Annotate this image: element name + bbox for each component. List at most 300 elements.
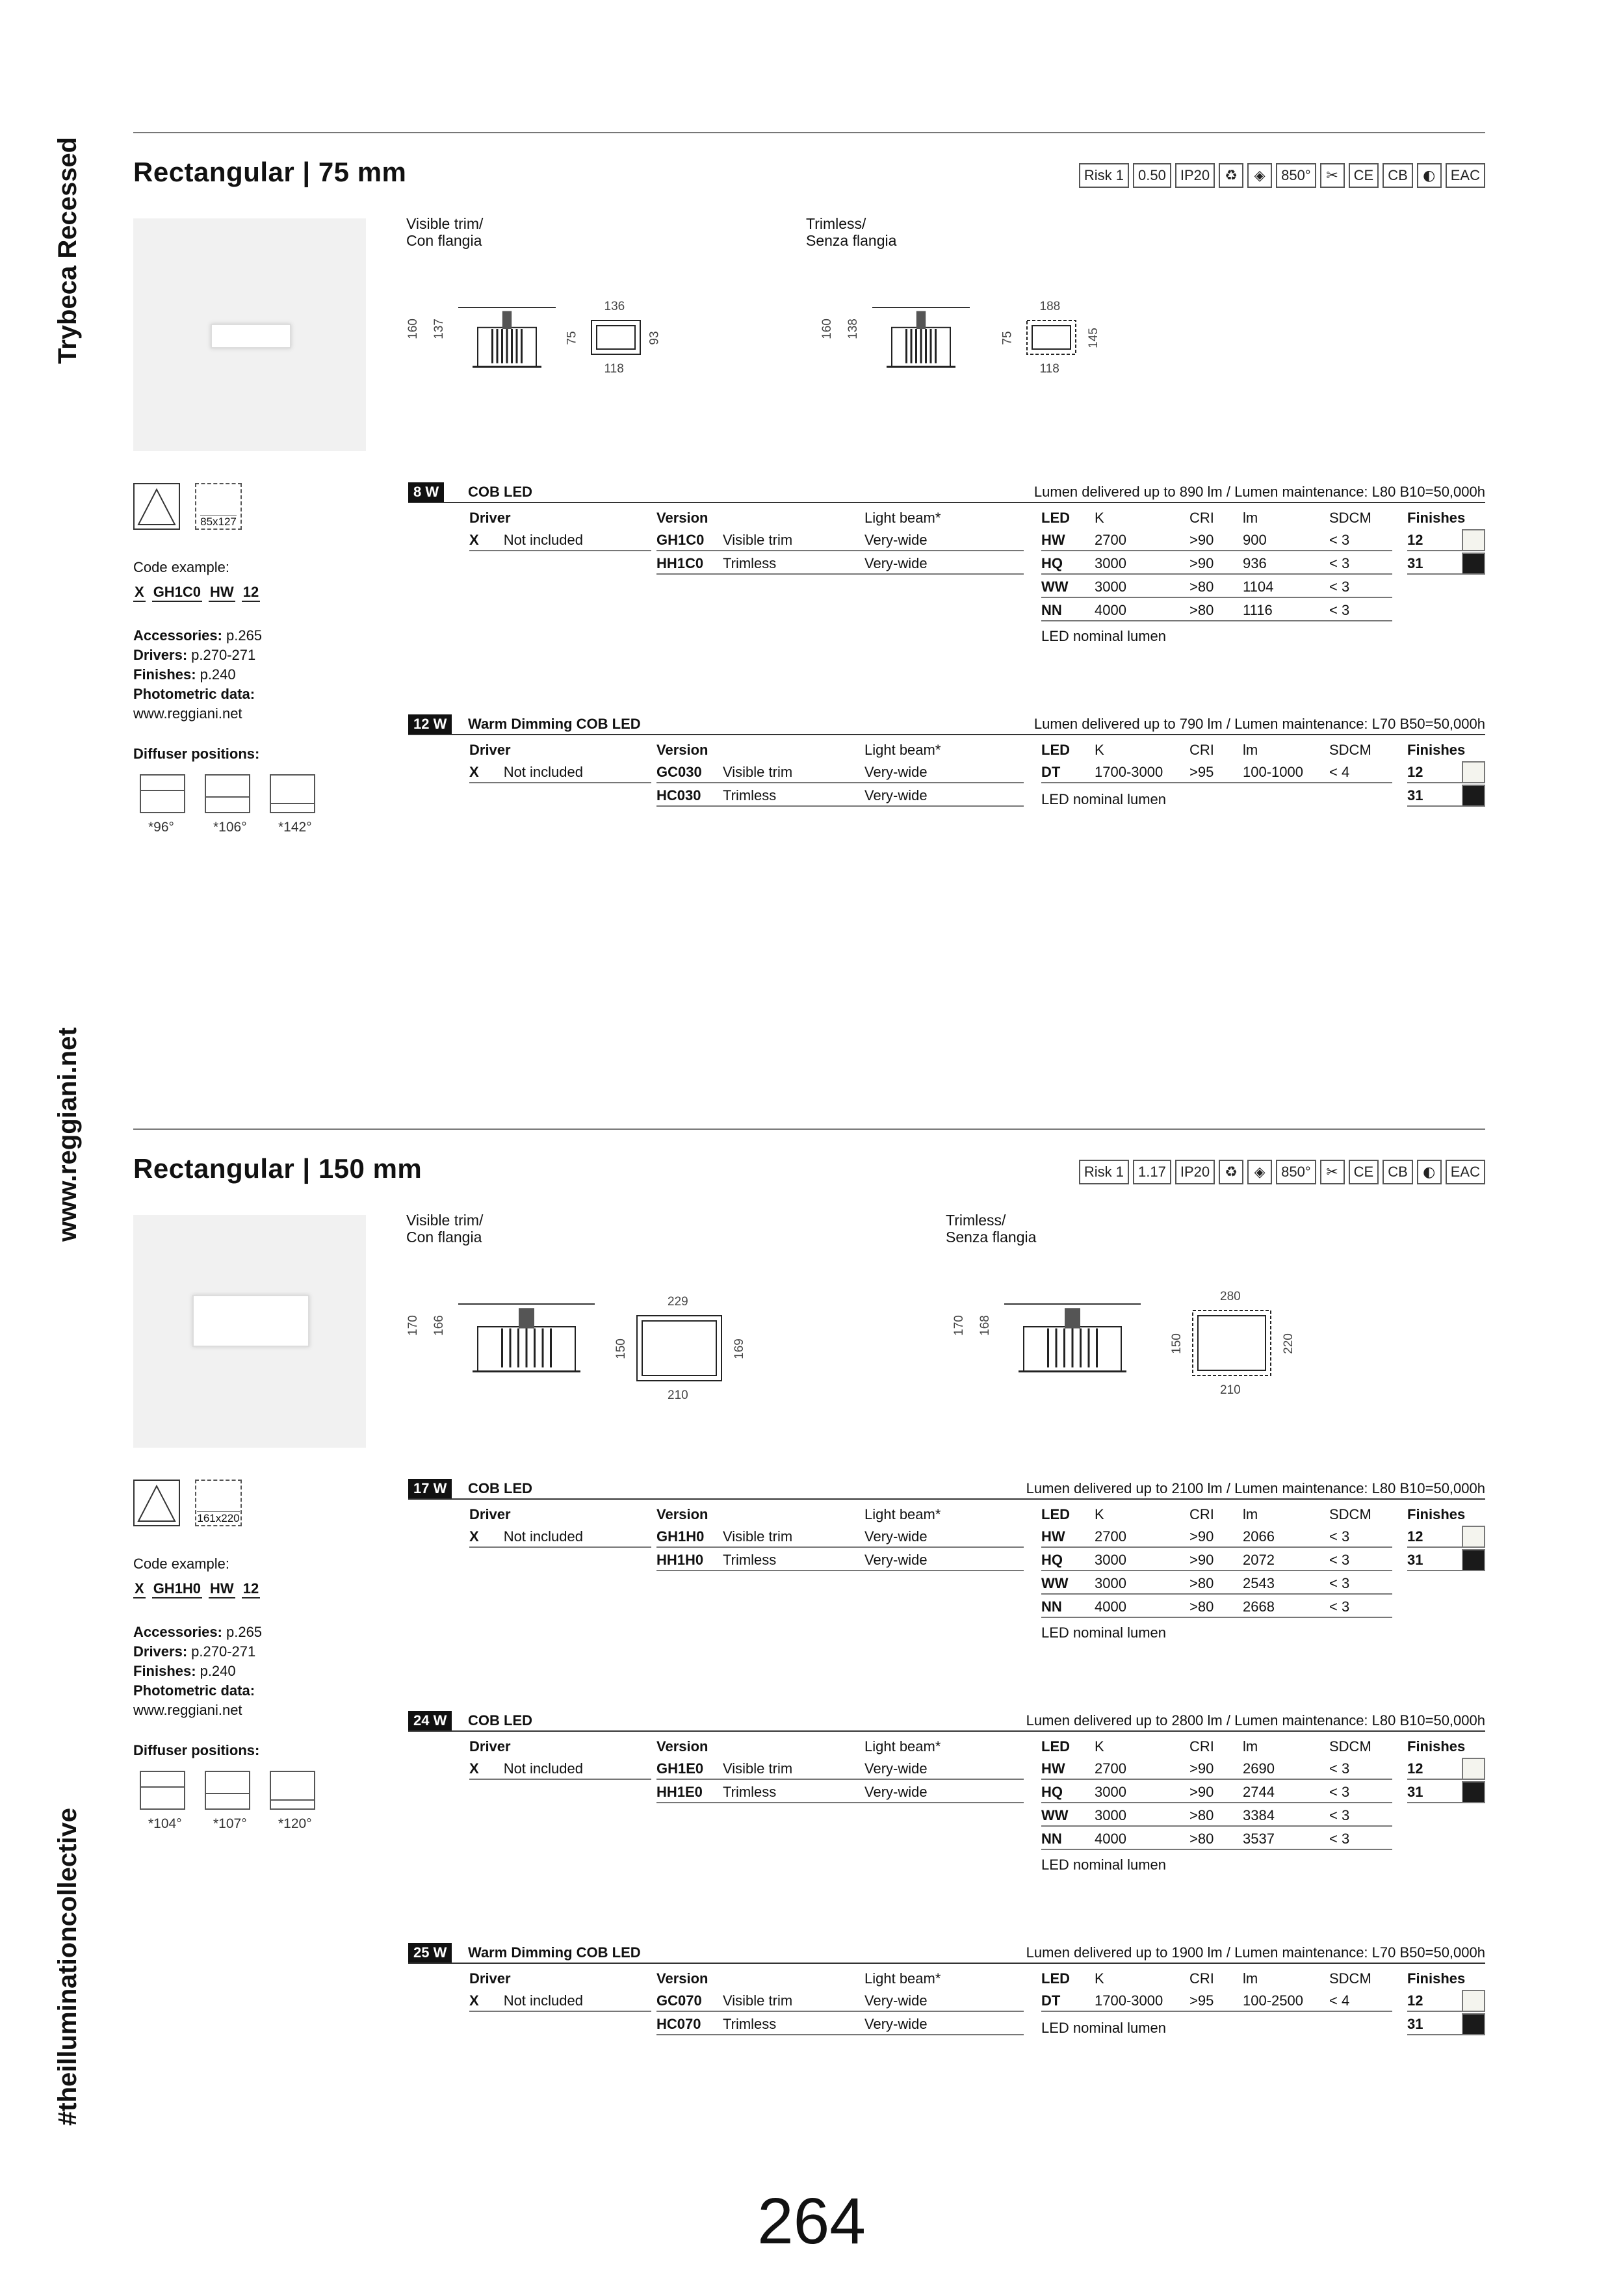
- no-insulation-icon: ✂: [1320, 1160, 1345, 1184]
- led-lm: 1104: [1243, 579, 1274, 595]
- diffuser-line: [271, 803, 314, 804]
- finishes-ref-page: p.240: [200, 1663, 236, 1679]
- version-desc: Trimless: [723, 787, 777, 803]
- col-header-finishes: Finishes: [1407, 1738, 1466, 1755]
- visible-dim-height-right: 169: [732, 1338, 746, 1359]
- product-block-header: [408, 1479, 1485, 1500]
- led-row: [1041, 1781, 1392, 1803]
- finishes-ref-label: Finishes:: [133, 1663, 196, 1679]
- col-header-cri: CRI: [1189, 1738, 1214, 1755]
- eac-mark-icon: EAC: [1446, 163, 1485, 188]
- led-row: [1041, 1596, 1392, 1618]
- visible-dim-height-right: 93: [647, 331, 662, 345]
- led-row: [1041, 599, 1392, 621]
- led-lm: 2543: [1243, 1575, 1275, 1591]
- led-led: WW: [1041, 1807, 1069, 1823]
- visible-trim-label: Visible trim/ Con flangia: [406, 215, 484, 249]
- product-block-title: Warm Dimming COB LED: [468, 716, 641, 732]
- finish-swatch: [1462, 2013, 1485, 2035]
- col-header-led: LED: [1041, 1506, 1070, 1522]
- led-cri: >80: [1189, 1831, 1214, 1847]
- version-row: [656, 785, 1024, 807]
- trimless-dim-height-right: 145: [1086, 328, 1100, 348]
- cutout-dimensions-icon: [195, 1480, 242, 1526]
- version-row: [656, 761, 1024, 783]
- code-example-part: GH1H0: [152, 1580, 202, 1598]
- product-block-title: COB LED: [468, 1480, 532, 1496]
- code-example-part: X: [133, 1580, 146, 1598]
- trimless-dim-height-right: 220: [1281, 1333, 1295, 1354]
- finish-row: [1407, 785, 1462, 807]
- col-header-finishes: Finishes: [1407, 510, 1466, 526]
- driver-desc: Not included: [503, 1992, 583, 2009]
- col-header-version: Version: [656, 510, 708, 526]
- col-header-led: LED: [1041, 742, 1070, 758]
- diffuser-line: [206, 796, 249, 798]
- col-header-driver: Driver: [469, 510, 511, 526]
- trimless-dim-width-bottom: 210: [1220, 1383, 1241, 1397]
- visible-dim-width-bottom: 210: [668, 1389, 688, 1402]
- version-desc: Visible trim: [723, 764, 793, 780]
- led-sdcm: < 4: [1329, 764, 1350, 780]
- version-code: HH1C0: [656, 555, 704, 571]
- led-lm: 900: [1243, 532, 1267, 548]
- col-header-lm: lm: [1243, 510, 1258, 526]
- col-header-sdcm: SDCM: [1329, 742, 1371, 758]
- col-header-finishes: Finishes: [1407, 1506, 1466, 1522]
- recycle-icon: ♻: [1219, 163, 1243, 188]
- col-header-lm: lm: [1243, 1506, 1258, 1522]
- technical-drawings: [0, 1278, 1623, 1447]
- wattage-badge: 17 W: [408, 1479, 452, 1498]
- col-header-version: Version: [656, 742, 708, 758]
- finishes-ref: [133, 1662, 236, 1681]
- driver-row: [469, 1526, 651, 1548]
- certification-badges: [1079, 1160, 1485, 1184]
- version-code: HH1H0: [656, 1552, 704, 1568]
- visible-dim-height-inner: 166: [432, 1315, 446, 1336]
- col-header-sdcm: SDCM: [1329, 1506, 1371, 1522]
- beam-triangle-icon: [133, 483, 180, 530]
- version-desc: Trimless: [723, 555, 777, 571]
- led-k: 3000: [1095, 579, 1126, 595]
- led-led: DT: [1041, 1992, 1061, 2009]
- technical-drawings: [0, 281, 1623, 450]
- led-nominal-note: LED nominal lumen: [1041, 628, 1166, 644]
- section-divider: [133, 132, 1485, 133]
- ce-mark-icon: CE: [1349, 163, 1379, 188]
- led-sdcm: < 3: [1329, 1760, 1350, 1777]
- col-header-led: LED: [1041, 1970, 1070, 1987]
- photometric-label: Photometric data:: [133, 1682, 255, 1699]
- led-sdcm: < 3: [1329, 1552, 1350, 1568]
- col-header-k: K: [1095, 510, 1104, 526]
- lumen-info: Lumen delivered up to 1900 lm / Lumen maintenance: L70 B50=50,000h: [1026, 1944, 1485, 1961]
- wattage-badge: 24 W: [408, 1711, 452, 1730]
- led-led: WW: [1041, 579, 1069, 595]
- finish-swatch: [1462, 761, 1485, 783]
- col-header-cri: CRI: [1189, 510, 1214, 526]
- led-cri: >90: [1189, 532, 1214, 548]
- finish-row: [1407, 1549, 1462, 1571]
- version-desc: Visible trim: [723, 1992, 793, 2009]
- led-k: 2700: [1095, 532, 1126, 548]
- version-code: HH1E0: [656, 1784, 703, 1800]
- diffuser-position-icon: [205, 774, 250, 813]
- version-beam: Very-wide: [864, 1992, 928, 2009]
- trimless-dim-height-left: 75: [1000, 331, 1015, 345]
- photometric-link[interactable]: www.reggiani.net: [133, 1702, 242, 1718]
- finishes-ref: [133, 665, 236, 685]
- led-lm: 2066: [1243, 1528, 1275, 1545]
- version-beam: Very-wide: [864, 764, 928, 780]
- col-header-lm: lm: [1243, 1738, 1258, 1755]
- col-header-version: Version: [656, 1506, 708, 1522]
- code-example-part: HW: [209, 1580, 235, 1598]
- version-row: [656, 1781, 1024, 1803]
- trimless-dim-height-inner: 138: [846, 319, 860, 339]
- led-cri: >90: [1189, 1528, 1214, 1545]
- finish-code: 12: [1407, 532, 1423, 548]
- version-code: GH1C0: [656, 532, 705, 548]
- lumen-info: Lumen delivered up to 790 lm / Lumen maintenance: L70 B50=50,000h: [1033, 716, 1485, 732]
- led-k: 3000: [1095, 1784, 1126, 1800]
- lumen-info: Lumen delivered up to 2100 lm / Lumen maintenance: L80 B10=50,000h: [1026, 1480, 1485, 1496]
- led-cri: >95: [1189, 764, 1214, 780]
- led-sdcm: < 3: [1329, 555, 1350, 571]
- led-k: 1700-3000: [1095, 764, 1163, 780]
- glow-wire-badge: 850°: [1276, 163, 1316, 188]
- col-header-sdcm: SDCM: [1329, 510, 1371, 526]
- weight-badge: 0.50: [1133, 163, 1171, 188]
- code-example-label: Code example:: [133, 1556, 229, 1572]
- led-lm: 1116: [1243, 602, 1273, 618]
- side-label-product: Trybeca Recessed: [53, 137, 82, 364]
- accessories-ref: [133, 1623, 262, 1642]
- finish-swatch: [1462, 1549, 1485, 1571]
- led-led: NN: [1041, 1831, 1062, 1847]
- weight-badge: 1.17: [1133, 1160, 1171, 1184]
- finish-row: [1407, 1758, 1462, 1780]
- wattage-badge: 12 W: [408, 714, 452, 734]
- accessories-ref-label: Accessories:: [133, 627, 222, 644]
- col-header-lm: lm: [1243, 1970, 1258, 1987]
- version-desc: Trimless: [723, 1784, 777, 1800]
- diffuser-angle: *104°: [148, 1816, 182, 1831]
- led-sdcm: < 3: [1329, 1784, 1350, 1800]
- drivers-ref-label: Drivers:: [133, 647, 188, 663]
- led-row: [1041, 1526, 1392, 1548]
- version-row: [656, 1990, 1024, 2012]
- led-led: HQ: [1041, 1552, 1063, 1568]
- diffuser-label: Diffuser positions:: [133, 746, 260, 762]
- led-lm: 100-1000: [1243, 764, 1303, 780]
- finish-swatch: [1462, 1526, 1485, 1548]
- version-row: [656, 1758, 1024, 1780]
- version-code: HC030: [656, 787, 701, 803]
- led-lm: 3537: [1243, 1831, 1275, 1847]
- col-header-sdcm: SDCM: [1329, 1738, 1371, 1755]
- finish-code: 12: [1407, 1992, 1423, 2009]
- version-row: [656, 553, 1024, 575]
- version-beam: Very-wide: [864, 2016, 928, 2032]
- finish-code: 31: [1407, 555, 1423, 571]
- trimless-dim-width-top: 188: [1039, 300, 1061, 313]
- finish-swatch: [1462, 529, 1485, 551]
- product-block-header: [408, 714, 1485, 735]
- version-desc: Visible trim: [723, 1528, 793, 1545]
- col-header-light_beam: Light beam*: [864, 1506, 941, 1522]
- led-led: DT: [1041, 764, 1061, 780]
- version-beam: Very-wide: [864, 1760, 928, 1777]
- col-header-k: K: [1095, 1738, 1104, 1755]
- led-cri: >95: [1189, 1992, 1214, 2009]
- finish-code: 12: [1407, 1760, 1423, 1777]
- col-header-version: Version: [656, 1970, 708, 1987]
- code-example-part: HW: [209, 584, 235, 602]
- col-header-sdcm: SDCM: [1329, 1970, 1371, 1987]
- version-code: HC070: [656, 2016, 701, 2032]
- led-row: [1041, 1758, 1392, 1780]
- led-k: 3000: [1095, 1552, 1126, 1568]
- ce-mark-icon: CE: [1349, 1160, 1379, 1184]
- driver-desc: Not included: [503, 1528, 583, 1545]
- led-lm: 3384: [1243, 1807, 1275, 1823]
- version-desc: Visible trim: [723, 532, 793, 548]
- finish-row: [1407, 529, 1462, 551]
- finish-code: 31: [1407, 2016, 1423, 2032]
- version-row: [656, 1526, 1024, 1548]
- diffuser-angle: *96°: [148, 820, 174, 835]
- led-row: [1041, 1990, 1392, 2012]
- version-beam: Very-wide: [864, 1528, 928, 1545]
- version-row: [656, 1549, 1024, 1571]
- trimless-label: Trimless/ Senza flangia: [946, 1212, 1037, 1246]
- finish-row: [1407, 1990, 1462, 2012]
- finish-row: [1407, 2013, 1462, 2035]
- diffuser-position-icon: [205, 1771, 250, 1810]
- version-beam: Very-wide: [864, 555, 928, 571]
- code-example: [133, 1580, 260, 1598]
- led-k: 4000: [1095, 1598, 1126, 1615]
- led-row: [1041, 1572, 1392, 1595]
- accessories-ref: [133, 626, 262, 646]
- diffuser-position-icon: [140, 774, 185, 813]
- led-sdcm: < 3: [1329, 1831, 1350, 1847]
- no-insulation-icon: ✂: [1320, 163, 1345, 188]
- led-sdcm: < 3: [1329, 1528, 1350, 1545]
- visible-dim-height-left: 75: [565, 331, 579, 345]
- diffuser-label: Diffuser positions:: [133, 1742, 260, 1758]
- led-row: [1041, 529, 1392, 551]
- led-nominal-note: LED nominal lumen: [1041, 791, 1166, 807]
- led-sdcm: < 3: [1329, 1807, 1350, 1823]
- trimless-dim-width-top: 280: [1220, 1290, 1241, 1303]
- led-k: 4000: [1095, 602, 1126, 618]
- led-sdcm: < 3: [1329, 1575, 1350, 1591]
- led-lm: 2072: [1243, 1552, 1275, 1568]
- led-nominal-note: LED nominal lumen: [1041, 1857, 1166, 1873]
- led-sdcm: < 3: [1329, 602, 1350, 618]
- ccc-mark-icon: ◐: [1417, 1160, 1442, 1184]
- accessories-ref-label: Accessories:: [133, 1624, 222, 1640]
- finish-swatch: [1462, 785, 1485, 807]
- finish-swatch: [1462, 1990, 1485, 2012]
- led-row: [1041, 576, 1392, 598]
- driver-desc: Not included: [503, 532, 583, 548]
- version-row: [656, 2013, 1024, 2035]
- diffuser-line: [206, 1793, 249, 1794]
- finish-code: 31: [1407, 1784, 1423, 1800]
- risk-badge: Risk 1: [1079, 163, 1129, 188]
- wattage-badge: 25 W: [408, 1943, 452, 1963]
- finish-swatch: [1462, 1758, 1485, 1780]
- diffuser-angle: *142°: [278, 820, 312, 835]
- finish-code: 31: [1407, 1552, 1423, 1568]
- version-desc: Trimless: [723, 2016, 777, 2032]
- wattage-badge: 8 W: [408, 482, 444, 502]
- driver-code: X: [469, 1992, 479, 2009]
- led-row: [1041, 1828, 1392, 1850]
- col-header-led: LED: [1041, 510, 1070, 526]
- col-header-driver: Driver: [469, 1738, 511, 1755]
- product-block-title: Warm Dimming COB LED: [468, 1944, 641, 1961]
- version-code: GC070: [656, 1992, 702, 2009]
- drivers-ref-label: Drivers:: [133, 1643, 188, 1660]
- col-header-light_beam: Light beam*: [864, 1738, 941, 1755]
- led-cri: >80: [1189, 602, 1214, 618]
- section-title: Rectangular | 75 mm: [133, 157, 407, 187]
- lumen-info: Lumen delivered up to 2800 lm / Lumen maintenance: L80 B10=50,000h: [1026, 1712, 1485, 1729]
- cutout-dimensions-icon: [195, 483, 242, 530]
- driver-desc: Not included: [503, 1760, 583, 1777]
- led-led: HW: [1041, 1528, 1065, 1545]
- driver-code: X: [469, 532, 479, 548]
- col-header-light_beam: Light beam*: [864, 1970, 941, 1987]
- photometric-link[interactable]: www.reggiani.net: [133, 705, 242, 722]
- visible-dim-height-outer: 170: [406, 1315, 420, 1336]
- lumen-info: Lumen delivered up to 890 lm / Lumen maintenance: L80 B10=50,000h: [1033, 484, 1485, 500]
- led-k: 3000: [1095, 555, 1126, 571]
- driver-row: [469, 1758, 651, 1780]
- version-code: GH1E0: [656, 1760, 704, 1777]
- visible-dim-height-left: 150: [614, 1338, 628, 1359]
- led-lm: 2690: [1243, 1760, 1275, 1777]
- led-k: 3000: [1095, 1575, 1126, 1591]
- col-header-finishes: Finishes: [1407, 1970, 1466, 1987]
- diffuser-angle: *106°: [213, 820, 247, 835]
- finish-row: [1407, 1526, 1462, 1548]
- drivers-ref: [133, 1642, 255, 1662]
- version-desc: Visible trim: [723, 1760, 793, 1777]
- product-block-header: [408, 1711, 1485, 1732]
- trimless-dim-width-bottom: 118: [1039, 362, 1059, 376]
- code-example-label: Code example:: [133, 559, 229, 575]
- visible-dim-width-top: 229: [668, 1295, 688, 1309]
- side-label-website: www.reggiani.net: [53, 1027, 82, 1242]
- col-header-led: LED: [1041, 1738, 1070, 1755]
- ip20-badge: IP20: [1175, 1160, 1215, 1184]
- driver-symbol-icon: ◈: [1247, 1160, 1272, 1184]
- led-nominal-note: LED nominal lumen: [1041, 2020, 1166, 2036]
- finish-swatch: [1462, 553, 1485, 575]
- led-k: 2700: [1095, 1528, 1126, 1545]
- led-row: [1041, 761, 1392, 783]
- risk-badge: Risk 1: [1079, 1160, 1129, 1184]
- glow-wire-badge: 850°: [1276, 1160, 1316, 1184]
- led-cri: >90: [1189, 1784, 1214, 1800]
- led-k: 2700: [1095, 1760, 1126, 1777]
- led-sdcm: < 3: [1329, 579, 1350, 595]
- product-block-title: COB LED: [468, 1712, 532, 1729]
- product-block-header: [408, 482, 1485, 503]
- version-beam: Very-wide: [864, 1784, 928, 1800]
- code-example-part: X: [133, 584, 146, 602]
- led-led: NN: [1041, 602, 1062, 618]
- diffuser-angle: *120°: [278, 1816, 312, 1831]
- col-header-driver: Driver: [469, 1970, 511, 1987]
- led-lm: 2668: [1243, 1598, 1275, 1615]
- col-header-cri: CRI: [1189, 1970, 1214, 1987]
- col-header-version: Version: [656, 1738, 708, 1755]
- trimless-label: Trimless/ Senza flangia: [806, 215, 897, 249]
- drivers-ref-page: p.270-271: [191, 647, 256, 663]
- driver-symbol-icon: ◈: [1247, 163, 1272, 188]
- accessories-ref-page: p.265: [226, 627, 263, 644]
- version-code: GH1H0: [656, 1528, 705, 1545]
- led-led: HW: [1041, 1760, 1065, 1777]
- code-example: [133, 584, 260, 602]
- led-lm: 100-2500: [1243, 1992, 1303, 2009]
- trimless-dim-height-outer: 170: [952, 1315, 966, 1336]
- diffuser-line: [141, 1786, 184, 1788]
- finish-row: [1407, 553, 1462, 575]
- cutout-dimensions-text: 161x220: [197, 1512, 240, 1524]
- finish-row: [1407, 761, 1462, 783]
- col-header-driver: Driver: [469, 742, 511, 758]
- cb-mark-icon: CB: [1383, 1160, 1413, 1184]
- driver-code: X: [469, 1528, 479, 1545]
- led-cri: >90: [1189, 555, 1214, 571]
- led-cri: >90: [1189, 1552, 1214, 1568]
- visible-dim-width-top: 136: [604, 300, 625, 313]
- version-beam: Very-wide: [864, 787, 928, 803]
- led-cri: >80: [1189, 1807, 1214, 1823]
- side-label-hashtag: #theilluminationcollective: [53, 1807, 82, 2126]
- diffuser-angle: *107°: [213, 1816, 247, 1831]
- led-led: NN: [1041, 1598, 1062, 1615]
- diffuser-position-icon: [270, 774, 315, 813]
- section-divider: [133, 1128, 1485, 1130]
- visible-trim-label: Visible trim/ Con flangia: [406, 1212, 484, 1246]
- code-example-part: 12: [242, 1580, 260, 1598]
- driver-code: X: [469, 764, 479, 780]
- finishes-ref-label: Finishes:: [133, 666, 196, 683]
- trimless-dim-height-left: 150: [1169, 1333, 1184, 1354]
- finish-code: 12: [1407, 1528, 1423, 1545]
- version-beam: Very-wide: [864, 532, 928, 548]
- col-header-lm: lm: [1243, 742, 1258, 758]
- col-header-k: K: [1095, 742, 1104, 758]
- led-row: [1041, 1549, 1392, 1571]
- section-title: Rectangular | 150 mm: [133, 1153, 422, 1184]
- driver-row: [469, 761, 651, 783]
- led-lm: 2744: [1243, 1784, 1275, 1800]
- version-desc: Trimless: [723, 1552, 777, 1568]
- diffuser-position-icon: [140, 1771, 185, 1810]
- led-cri: >80: [1189, 579, 1214, 595]
- led-k: 3000: [1095, 1807, 1126, 1823]
